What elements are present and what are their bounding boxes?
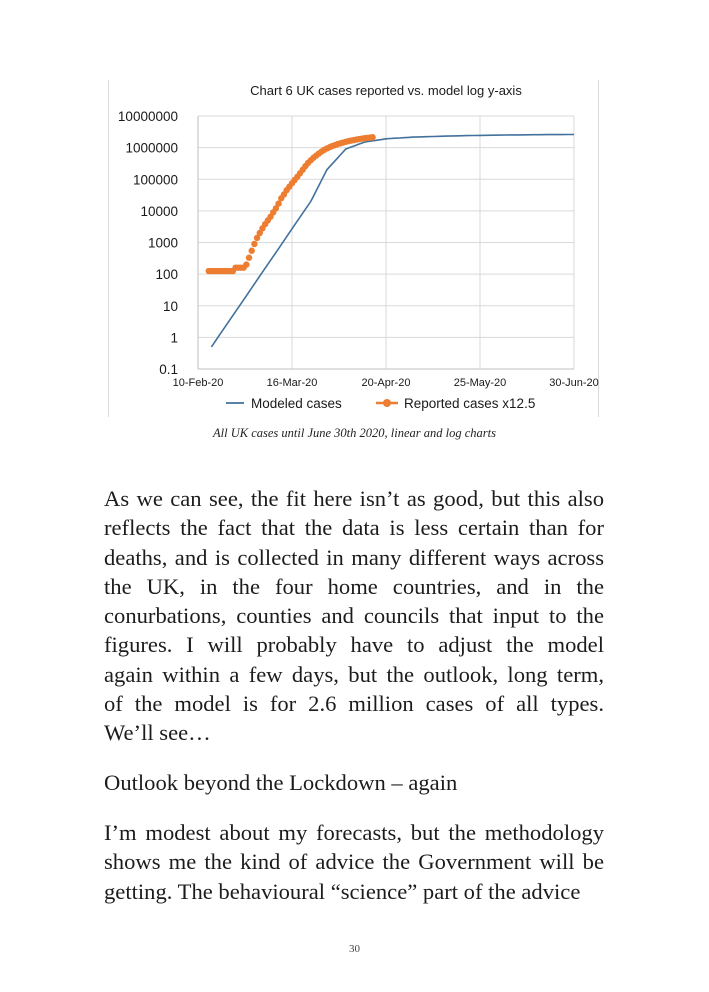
x-tick-label: 25-May-20 — [453, 377, 507, 389]
x-tick-label: 10-Feb-20 — [172, 377, 224, 389]
y-tick-label: 1000 — [147, 235, 178, 251]
data-point-reported-cases — [369, 134, 375, 140]
data-point-reported-cases — [249, 248, 255, 254]
text-line: We’ll see… — [104, 720, 211, 746]
y-tick-label: 100 — [155, 267, 178, 283]
section-heading: Outlook beyond the Lockdown – again — [104, 770, 458, 795]
y-tick-label: 10000000 — [117, 109, 178, 124]
text-line: reflects the fact that the data is less certain than for — [104, 515, 604, 541]
text-line: figures. I will probably have to adjust the model — [104, 632, 604, 658]
x-tick-label: 20-Apr-20 — [361, 377, 411, 389]
text-line: getting. The behavioural “science” part of the advice — [104, 878, 581, 904]
x-tick-label: 16-Mar-20 — [266, 377, 318, 389]
y-tick-label: 10 — [162, 298, 178, 314]
text-line: conurbations, counties and councils that input to the — [104, 603, 604, 629]
text-line: shows me the kind of advice the Government will be — [104, 849, 604, 875]
paragraph-1 — [104, 484, 604, 748]
legend-label-reported-cases: Reported cases x12.5 — [404, 396, 536, 411]
y-tick-label: 0.1 — [159, 362, 178, 377]
chart-title: Chart 6 UK cases reported vs. model log y-axis — [250, 83, 522, 98]
text-line: As we can see, the fit here isn’t as good, but this also — [104, 486, 604, 511]
text-line: of the model is for 2.6 million cases of all types. — [104, 691, 604, 717]
figure-caption: All UK cases until June 30th 2020, linear and log charts — [213, 426, 496, 440]
legend-swatch-marker-reported-cases — [383, 399, 391, 407]
chart — [108, 80, 599, 417]
text-line: I’m modest about my forecasts, but the methodology — [104, 820, 604, 845]
series-line-modeled-cases — [211, 135, 574, 347]
x-tick-label: 30-Jun-20 — [549, 377, 599, 389]
data-point-reported-cases — [246, 255, 252, 261]
y-tick-label: 10000 — [140, 203, 178, 219]
y-tick-label: 100000 — [132, 172, 178, 188]
page-number: 30 — [349, 943, 360, 955]
data-point-reported-cases — [251, 241, 257, 247]
text-line: deaths, and is collected in many different ways across — [104, 544, 604, 570]
y-tick-label: 1000000 — [125, 140, 178, 156]
text-line: the UK, in the four home countries, and in the — [104, 573, 604, 599]
paragraph-2 — [104, 818, 604, 906]
legend-label-modeled-cases: Modeled cases — [251, 396, 342, 411]
data-point-reported-cases — [243, 261, 249, 267]
text-line: again within a few days, but the outlook, long term, — [104, 661, 604, 687]
y-tick-label: 1 — [170, 330, 178, 346]
